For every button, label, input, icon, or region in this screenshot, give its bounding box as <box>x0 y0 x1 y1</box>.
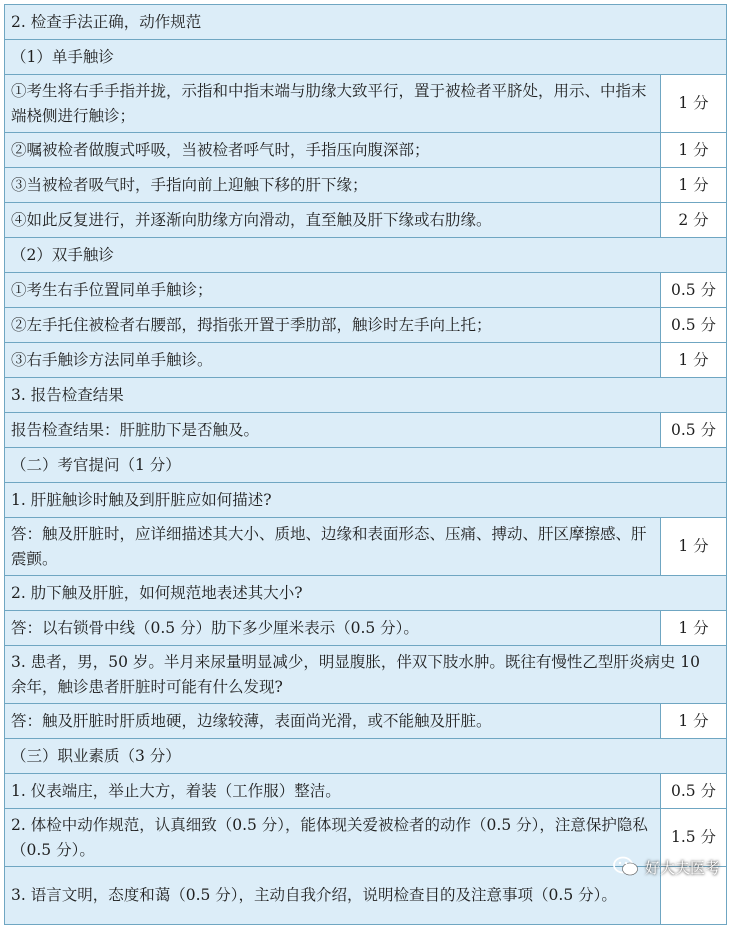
answer-score: 1 分 <box>661 704 727 738</box>
item-text: ④如此反复进行，并逐渐向肋缘方向滑动，直至触及肝下缘或右肋缘。 <box>5 203 661 237</box>
question-text: 1. 肝脏触诊时触及到肝脏应如何描述? <box>5 483 727 517</box>
item-text: 报告检查结果：肝脏肋下是否触及。 <box>5 413 661 447</box>
item-score: 0.5 分 <box>661 774 727 808</box>
answer-row <box>5 518 727 576</box>
section-header <box>5 448 727 483</box>
item-text: ②嘱被检者做腹式呼吸，当被检者呼气时，手指压向腹深部； <box>5 133 661 167</box>
score-item-row <box>5 273 727 308</box>
item-score: 1 分 <box>661 168 727 202</box>
answer-text: 答：触及肝脏时，应详细描述其大小、质地、边缘和表面形态、压痛、搏动、肝区摩擦感、肝震颤。 <box>5 518 661 575</box>
header-text: 3. 报告检查结果 <box>5 378 727 412</box>
section-header <box>5 378 727 413</box>
score-item-row <box>5 203 727 238</box>
watermark <box>613 856 720 878</box>
header-text: （三）职业素质（3 分） <box>5 739 727 773</box>
section-header <box>5 238 727 273</box>
score-item-row <box>5 343 727 378</box>
item-text: ①考生将右手手指并拢，示指和中指末端与肋缘大致平行，置于被检者平脐处，用示、中指末端桡侧进行触诊； <box>5 75 661 132</box>
header-text: （2）双手触诊 <box>5 238 727 272</box>
item-score: 1 分 <box>661 133 727 167</box>
scoring-table <box>4 4 727 925</box>
score-item-row <box>5 133 727 168</box>
item-score: 1.5 分 <box>661 809 727 866</box>
watermark-text: 好大夫医考 <box>644 858 720 877</box>
answer-score: 1 分 <box>661 611 727 645</box>
section-header <box>5 5 727 40</box>
section-header <box>5 40 727 75</box>
answer-text: 答：以右锁骨中线（0.5 分）肋下多少厘米表示（0.5 分）。 <box>5 611 661 645</box>
answer-text: 答：触及肝脏时肝质地硬，边缘较薄，表面尚光滑，或不能触及肝脏。 <box>5 704 661 738</box>
score-item-row <box>5 308 727 343</box>
answer-score: 1 分 <box>661 518 727 575</box>
score-item-row <box>5 75 727 133</box>
item-score: 1 分 <box>661 343 727 377</box>
item-text: 2. 体检中动作规范，认真细致（0.5 分），能体现关爱被检者的动作（0.5 分），注意保护隐私（0.5 分）。 <box>5 809 661 866</box>
score-item-row <box>5 413 727 448</box>
question-row <box>5 483 727 518</box>
item-text: ②左手托住被检者右腰部，拇指张开置于季肋部，触诊时左手向上托； <box>5 308 661 342</box>
score-item-row <box>5 774 727 809</box>
question-row <box>5 646 727 704</box>
item-text: ③右手触诊方法同单手触诊。 <box>5 343 661 377</box>
item-score: 0.5 分 <box>661 308 727 342</box>
answer-row <box>5 704 727 739</box>
item-score: 2 分 <box>661 203 727 237</box>
question-text: 3. 患者，男，50 岁。半月来尿量明显减少，明显腹胀，伴双下肢水肿。既往有慢性乙型肝炎病史 10 余年，触诊患者肝脏时可能有什么发现? <box>5 646 727 703</box>
item-text: ③当被检者吸气时，手指向前上迎触下移的肝下缘； <box>5 168 661 202</box>
item-text: ①考生右手位置同单手触诊； <box>5 273 661 307</box>
header-text: （1）单手触诊 <box>5 40 727 74</box>
header-text: 2. 检查手法正确，动作规范 <box>5 5 727 39</box>
item-text: 1. 仪表端庄，举止大方，着装（工作服）整洁。 <box>5 774 661 808</box>
header-text: （二）考官提问（1 分） <box>5 448 727 482</box>
wechat-icon <box>613 856 639 878</box>
answer-row <box>5 611 727 646</box>
item-score: 1 分 <box>661 75 727 132</box>
score-item-row <box>5 168 727 203</box>
item-score: 0.5 分 <box>661 273 727 307</box>
item-text: 3. 语言文明，态度和蔼（0.5 分），主动自我介绍，说明检查目的及注意事项（0.5 分）。 <box>5 867 661 924</box>
question-text: 2. 肋下触及肝脏，如何规范地表述其大小? <box>5 576 727 610</box>
item-score: 0.5 分 <box>661 413 727 447</box>
section-header <box>5 739 727 774</box>
question-row <box>5 576 727 611</box>
